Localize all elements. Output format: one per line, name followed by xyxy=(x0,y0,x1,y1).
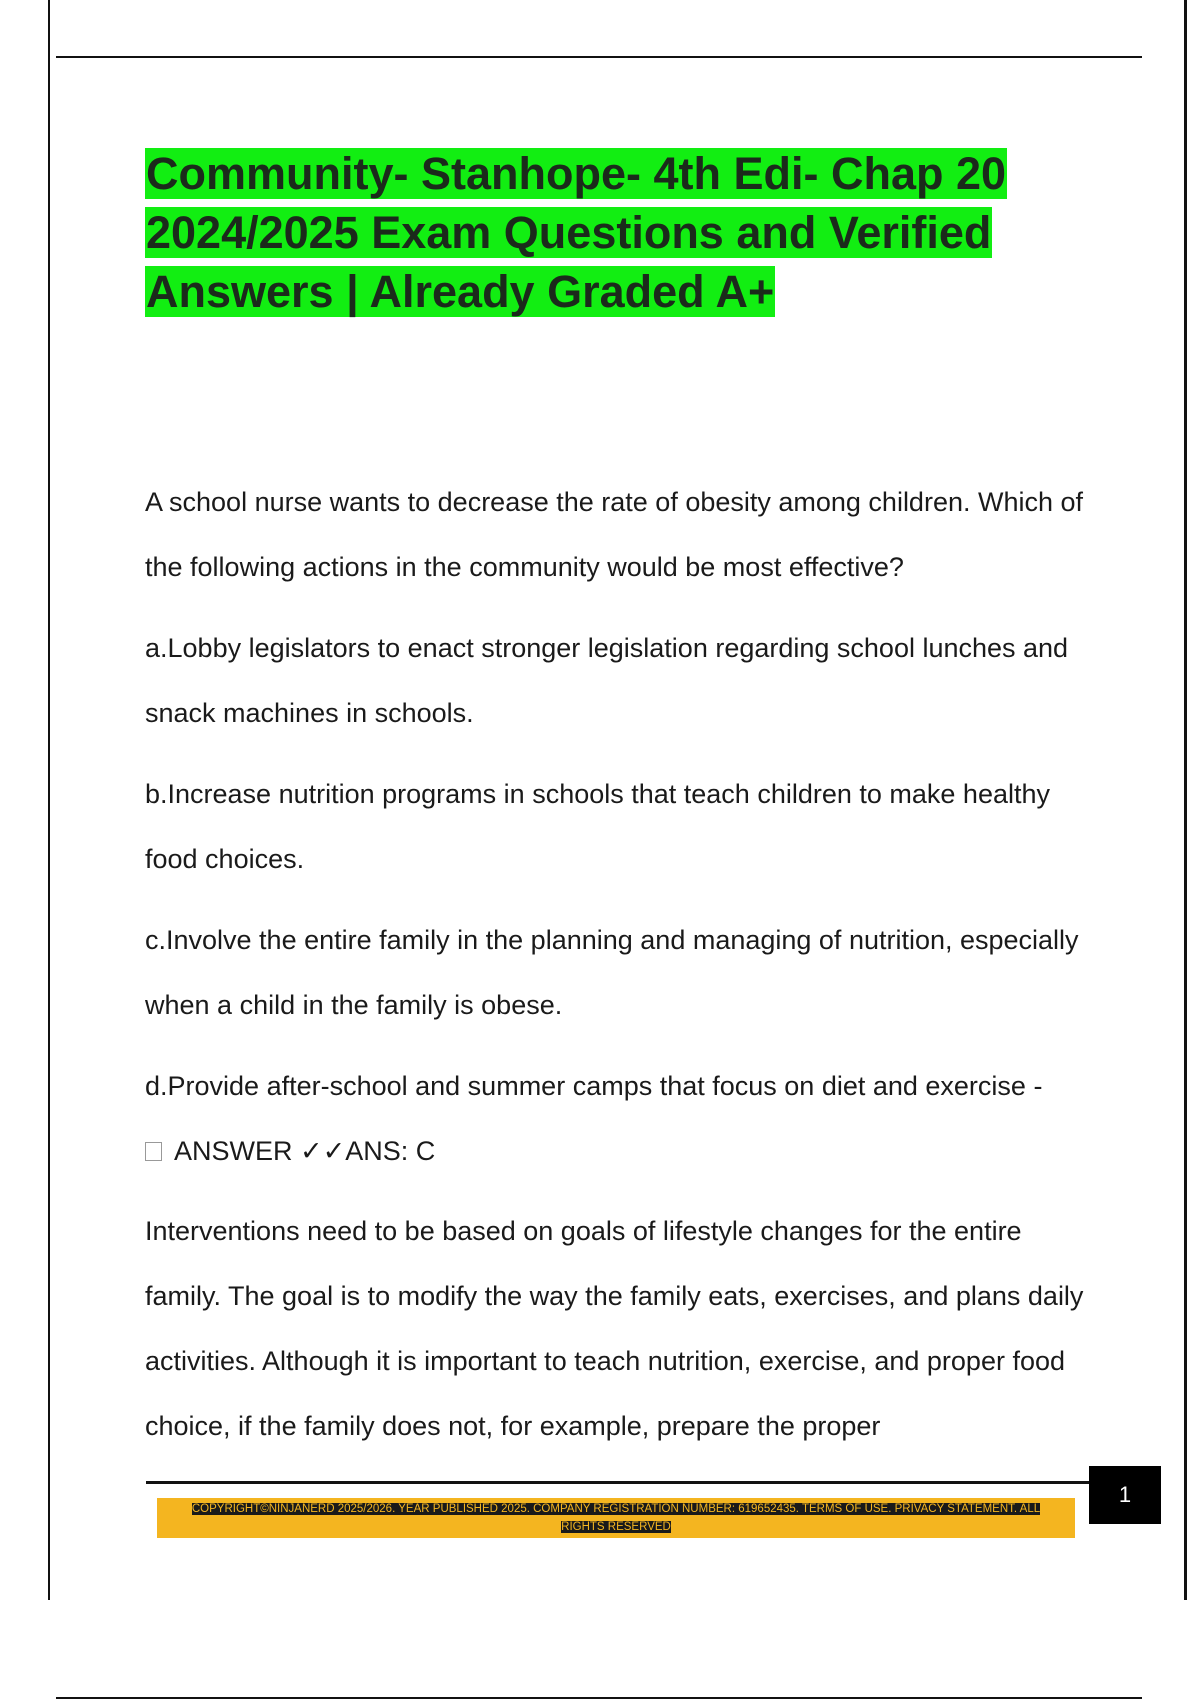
copyright-notice xyxy=(170,1500,1062,1536)
option-c: c.Involve the entire family in the planning and managing of nutrition, especially when a child in the family is obese. xyxy=(145,925,1079,1020)
answer-rationale: Interventions need to be based on goals of lifestyle changes for the entire family. The goal is to modify the way the family eats, exercises, and plans daily activities. Although it is important to teach nutrition, exercise, and proper food choice, if the family does not, for example, prepare the proper xyxy=(145,1216,1084,1441)
checkbox-icon xyxy=(145,1142,162,1161)
page-number: 1 xyxy=(1089,1466,1161,1524)
next-page-rule xyxy=(56,1697,1142,1699)
option-d xyxy=(145,1054,1105,1184)
question-block xyxy=(145,470,1105,1475)
option-d-text: d.Provide after-school and summer camps that focus on diet and exercise - xyxy=(145,1071,1043,1101)
document-title xyxy=(145,144,1125,321)
copyright-text: COPYRIGHT©NINJANERD 2025/2026. YEAR PUBLISHED 2025. COMPANY REGISTRATION NUMBER: 619652435. TERMS OF USE. PRIVACY STATEMENT. ALL RIGHTS RESERVED xyxy=(191,1503,1041,1533)
page-border-right xyxy=(1184,0,1187,1600)
option-a: a.Lobby legislators to enact stronger legislation regarding school lunches and snack machines in schools. xyxy=(145,633,1069,728)
title-highlight: Community- Stanhope- 4th Edi- Chap 20 2024/2025 Exam Questions and Verified Answers | Already Graded A+ xyxy=(146,148,1007,317)
answer-key: ANSWER ✓✓ANS: C xyxy=(174,1136,436,1166)
option-b: b.Increase nutrition programs in schools that teach children to make healthy food choices. xyxy=(145,779,1050,874)
page-border-left xyxy=(48,0,50,1600)
footer-rule xyxy=(146,1481,1090,1484)
question-stem: A school nurse wants to decrease the rate of obesity among children. Which of the following actions in the community would be most effective? xyxy=(145,487,1084,582)
header-rule xyxy=(56,56,1142,58)
